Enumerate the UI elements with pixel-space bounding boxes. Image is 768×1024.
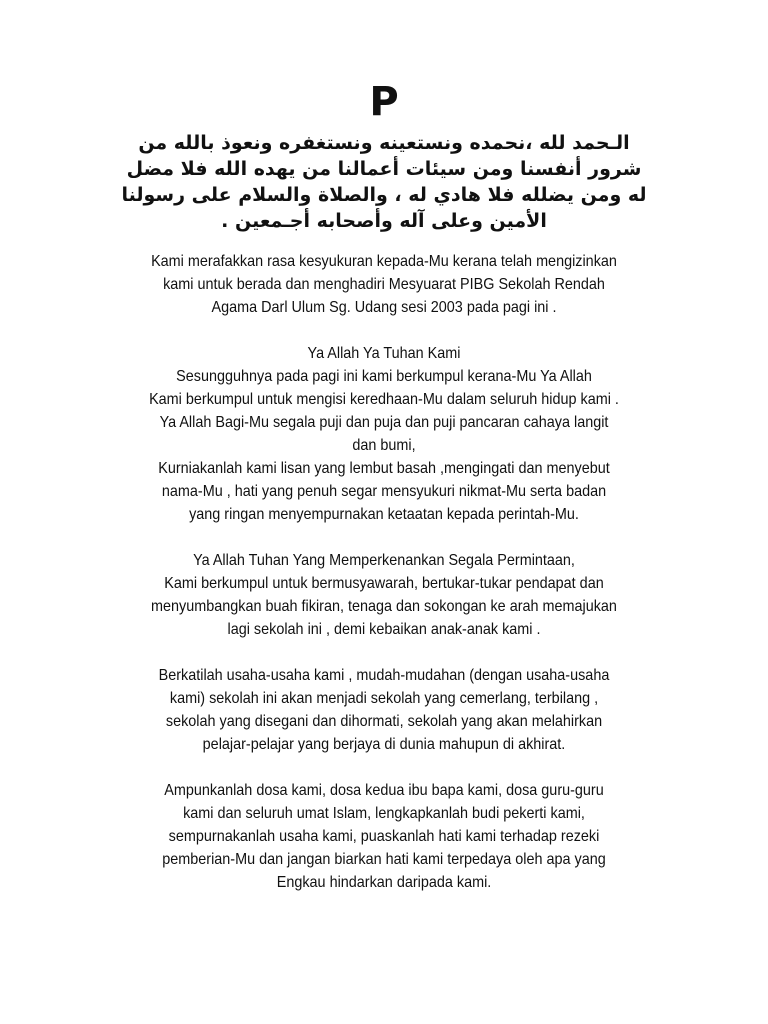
prayer-body xyxy=(132,250,636,917)
text-line: pemberian-Mu dan jangan biarkan hati kami terpedaya oleh apa yang xyxy=(162,851,606,868)
text-line: Berkatilah usaha-usaha kami , mudah-mudahan (dengan usaha-usaha xyxy=(158,667,610,684)
text-line: Sesungguhnya pada pagi ini kami berkumpul kerana-Mu Ya Allah xyxy=(176,368,592,385)
text-line: kami dan seluruh umat Islam, lengkapkanlah budi pekerti kami, xyxy=(183,805,585,822)
paragraph-forgiveness xyxy=(132,779,636,894)
text-line: Ampunkanlah dosa kami, dosa kedua ibu bapa kami, dosa guru-guru xyxy=(164,782,604,799)
text-line: Kurniakanlah kami lisan yang lembut basah ,mengingati dan menyebut xyxy=(158,460,610,477)
text-line: menyumbangkan buah fikiran, tenaga dan sokongan ke arah memajukan xyxy=(151,598,617,615)
page-heading-letter: P xyxy=(369,79,399,125)
text-line: kami untuk berada dan menghadiri Mesyuarat PIBG Sekolah Rendah xyxy=(163,276,605,293)
arabic-line: شرور أنفسنا ومن سيئات أعمالنا من يهده الله فلا مضل xyxy=(126,158,642,180)
text-line: dan bumi, xyxy=(352,437,416,454)
text-line: pelajar-pelajar yang berjaya di dunia mahupun di akhirat. xyxy=(202,736,566,753)
text-line: Kami merafakkan rasa kesyukuran kepada-Mu kerana telah mengizinkan xyxy=(151,253,617,270)
arabic-line: الأمين وعلى آله وأصحابه أجـمعين . xyxy=(221,210,547,232)
text-line: Ya Allah Tuhan Yang Memperkenankan Segala Permintaan, xyxy=(193,552,575,569)
text-line: sekolah yang disegani dan dihormati, sekolah yang akan melahirkan xyxy=(165,713,603,730)
text-line: Ya Allah Ya Tuhan Kami xyxy=(307,345,461,362)
text-line: yang ringan menyempurnakan ketaatan kepada perintah-Mu. xyxy=(189,506,579,523)
text-line: Engkau hindarkan daripada kami. xyxy=(276,874,492,891)
arabic-line: الـحمد لله ،نحمده ونستعينه ونستغفره ونعوذ بالله من xyxy=(138,132,630,154)
arabic-opening-prayer xyxy=(100,130,668,234)
text-line: nama-Mu , hati yang penuh segar mensyukuri nikmat-Mu serta badan xyxy=(161,483,607,500)
text-line: Ya Allah Bagi-Mu segala puji dan puja dan puji pancaran cahaya langit xyxy=(159,414,609,431)
paragraph-blessing xyxy=(132,664,636,756)
text-line: sempurnakanlah usaha kami, puaskanlah hati kami terhadap rezeki xyxy=(168,828,600,845)
text-line: Agama Darl Ulum Sg. Udang sesi 2003 pada pagi ini . xyxy=(211,299,557,316)
arabic-line: له ومن يضلله فلا هادي له ، والصلاة والسلام على رسولنا xyxy=(121,184,647,206)
paragraph-gratitude xyxy=(132,250,636,319)
paragraph-deliberation xyxy=(132,549,636,641)
text-line: kami) sekolah ini akan menjadi sekolah yang cemerlang, terbilang , xyxy=(169,690,599,707)
text-line: lagi sekolah ini , demi kebaikan anak-anak kami . xyxy=(227,621,541,638)
paragraph-invocation xyxy=(132,342,636,526)
text-line: Kami berkumpul untuk bermusyawarah, bertukar-tukar pendapat dan xyxy=(164,575,604,592)
text-line: Kami berkumpul untuk mengisi keredhaan-Mu dalam seluruh hidup kami . xyxy=(149,391,619,408)
